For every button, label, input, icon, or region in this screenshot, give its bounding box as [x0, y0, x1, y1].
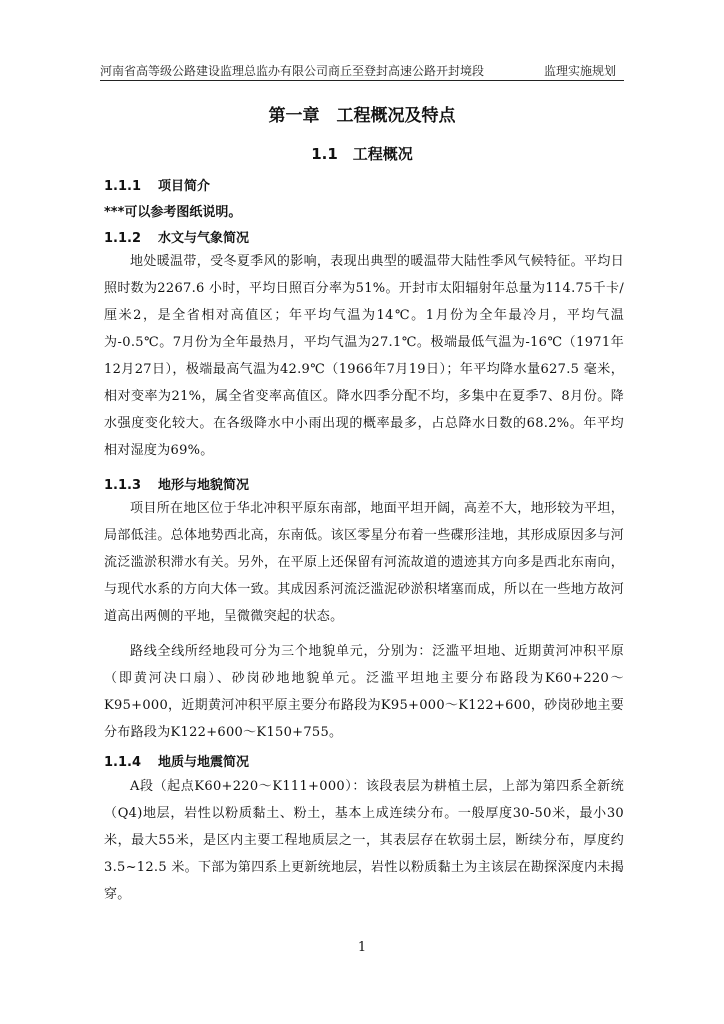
subsection-heading [104, 751, 249, 770]
subsection-number: 1.1.2 [104, 231, 142, 246]
paragraph: 路线全线所经地段可分为三个地貌单元，分别为：泛滥平坦地、近期黄河冲积平原（即黄河决口扇）、砂岗砂地地貌单元。泛滥平坦地主要分布路段为K60+220～K95+000，近期黄河冲积平原主要分布路段为K95+000～K122+600，砂岗砂地主要分布路段为K122+600～K150+755。 [104, 644, 624, 740]
subsection-heading [104, 227, 249, 246]
header-organization: 河南省高等级公路建设监理总监办有限公司商丘至登封高速公路开封境段 [100, 64, 485, 78]
subsection-number: 1.1.3 [104, 478, 142, 493]
paragraph: 地处暖温带，受冬夏季风的影响，表现出典型的暖温带大陆性季风气候特征。平均日照时数为2267.6 小时，平均日照百分率为51%。开封市太阳辐射年总量为114.75千卡/厘米2，是全省相对高值区；年平均气温为14℃。1月份为全年最冷月，平均气温为-0.5℃。7月份为全年最热月，平均气温为27.1℃。极端最低气温为-16℃（1971年12月27日），极端最高气温为42.9℃（1966年7月19日）；年平均降水量627.5 毫米，相对变率为21%，属全省变率高值区。降水四季分配不均，多集中在夏季7、8月份。降水强度变化较大。在各级降水中小雨出现的概率最多，占总降水日数的68.2%。年平均相对湿度为69%。 [104, 254, 624, 458]
subsection-title: 地形与地貌简况 [158, 478, 250, 493]
paragraph: 项目所在地区位于华北冲积平原东南部，地面平坦开阔，高差不大，地形较为平坦，局部低洼。总体地势西北高，东南低。该区零星分布着一些碟形洼地，其形成原因多与河流泛滥淤积滞水有关。另外，在平原上还保留有河流故道的遗迹其方向多是西北东南向，与现代水系的方向大体一致。其成因系河流泛滥泥砂淤积堵塞而成，所以在一些地方故河道高出两侧的平地，呈微微突起的状态。 [104, 501, 624, 624]
subsection-title: 水文与气象简况 [158, 231, 250, 246]
paragraph: A段（起点K60+220～K111+000）：该段表层为耕植土层，上部为第四系全新统（Q4)地层，岩性以粉质黏土、粉土，基本上成连续分布。一般厚度30-50米，最小30米，最大55米，是区内主要工程地质层之一，其表层存在软弱土层，断续分布，厚度约3.5~12.5 米。下部为第四系上更新统地层，岩性以粉质黏土为主该层在勘探深度内未揭穿。 [104, 779, 624, 902]
page-number: 1 [357, 940, 367, 955]
subsection-heading [104, 175, 210, 194]
chapter-title: 第一章 工程概况及特点 [268, 106, 456, 126]
page-header [100, 62, 624, 81]
subsection-number: 1.1.1 [104, 179, 142, 194]
reference-note: ***可以参考图纸说明。 [104, 205, 242, 220]
subsection-heading [104, 474, 249, 493]
subsection-number: 1.1.4 [104, 755, 142, 770]
section-title: 1.1 工程概况 [311, 145, 413, 163]
subsection-title: 项目简介 [158, 179, 211, 194]
subsection-title: 地质与地震简况 [158, 755, 250, 770]
header-document-title: 监理实施规划 [543, 64, 616, 78]
